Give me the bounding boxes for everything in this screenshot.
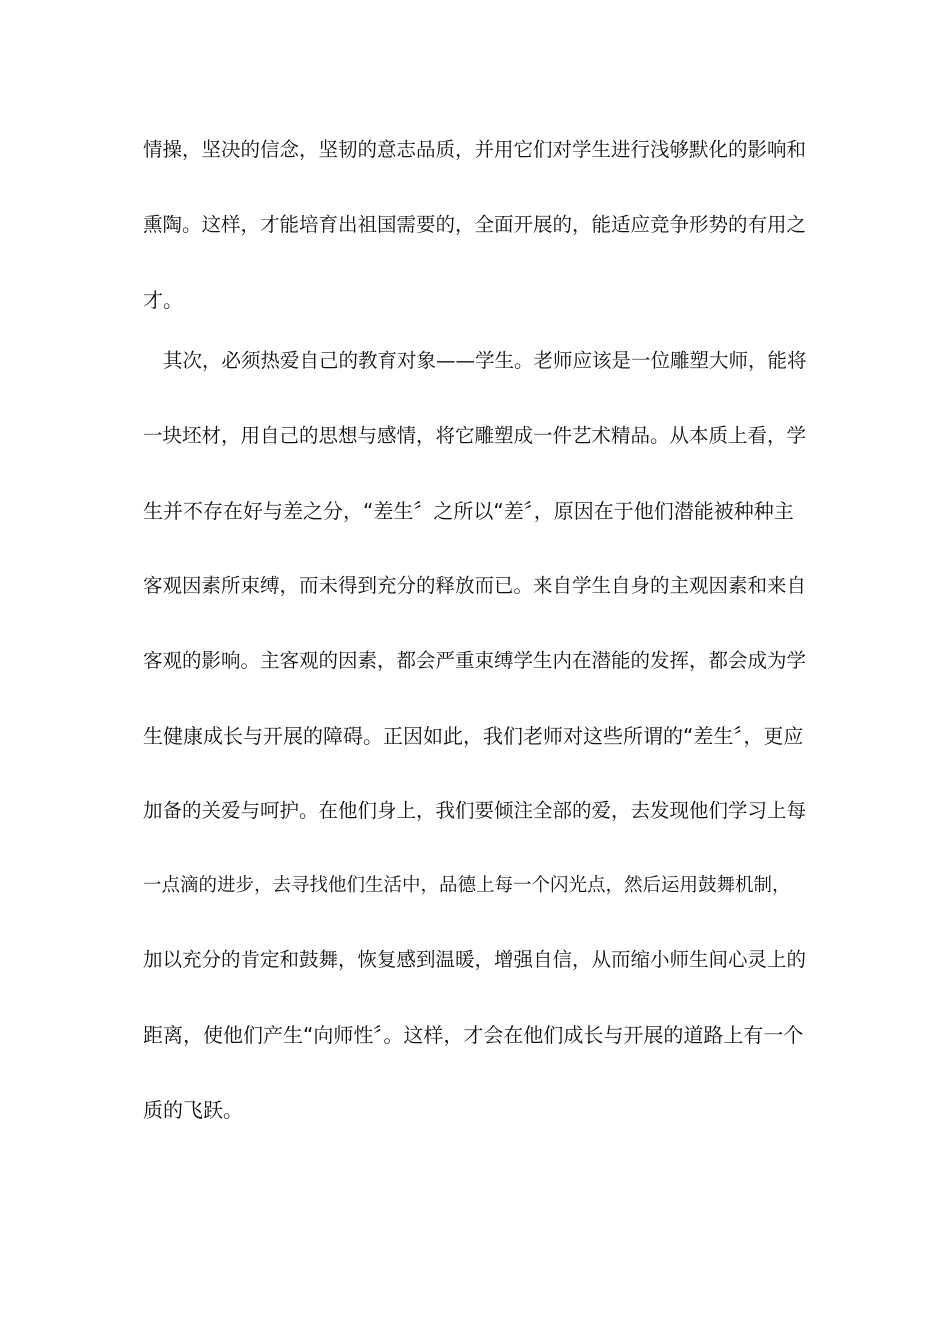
- paragraph-line-12: 加以充分的肯定和鼓舞，恢复感到温暖，增强自信，从而缩小师生间心灵上的: [143, 948, 807, 971]
- paragraph-line-9: 生健康成长与开展的障碍。正因如此，我们老师对这些所谓的“差生〞，更应: [143, 724, 804, 748]
- paragraph-line-5: 一块坯材，用自己的思想与感情，将它雕塑成一件艺术精品。从本质上看，学: [143, 424, 807, 447]
- paragraph-line-3: 才。: [143, 288, 183, 312]
- paragraph-line-11: 一点滴的进步，去寻找他们生活中，品德上每一个闪光点，然后运用鼓舞机制，: [143, 875, 791, 896]
- paragraph-line-4: 其次，必须热爱自己的教育对象——学生。老师应该是一位雕塑大师，能将: [163, 349, 807, 372]
- paragraph-line-14: 质的飞跃。: [143, 1098, 243, 1122]
- paragraph-line-2: 熏陶。这样，才能培育出祖国需要的，全面开展的，能适应竞争形势的有用之: [143, 213, 807, 236]
- paragraph-line-8: 客观的影响。主客观的因素，都会严重束缚学生内在潜能的发挥，都会成为学: [143, 649, 807, 672]
- paragraph-line-10: 加备的关爱与呵护。在他们身上，我们要倾注全部的爱，去发现他们学习上每: [143, 799, 807, 822]
- paragraph-line-7: 客观因素所束缚，而未得到充分的释放而已。来自学生自身的主观因素和来自: [143, 574, 807, 597]
- paragraph-line-13: 距离，使他们产生“向师性〞。这样，才会在他们成长与开展的道路上有一个: [143, 1023, 804, 1047]
- paragraph-line-6: 生并不存在好与差之分，“差生〞之所以“差〞，原因在于他们潜能被种种主: [143, 499, 794, 523]
- paragraph-line-1: 情操，坚决的信念，坚韧的意志品质，并用它们对学生进行浅够默化的影响和: [143, 138, 807, 161]
